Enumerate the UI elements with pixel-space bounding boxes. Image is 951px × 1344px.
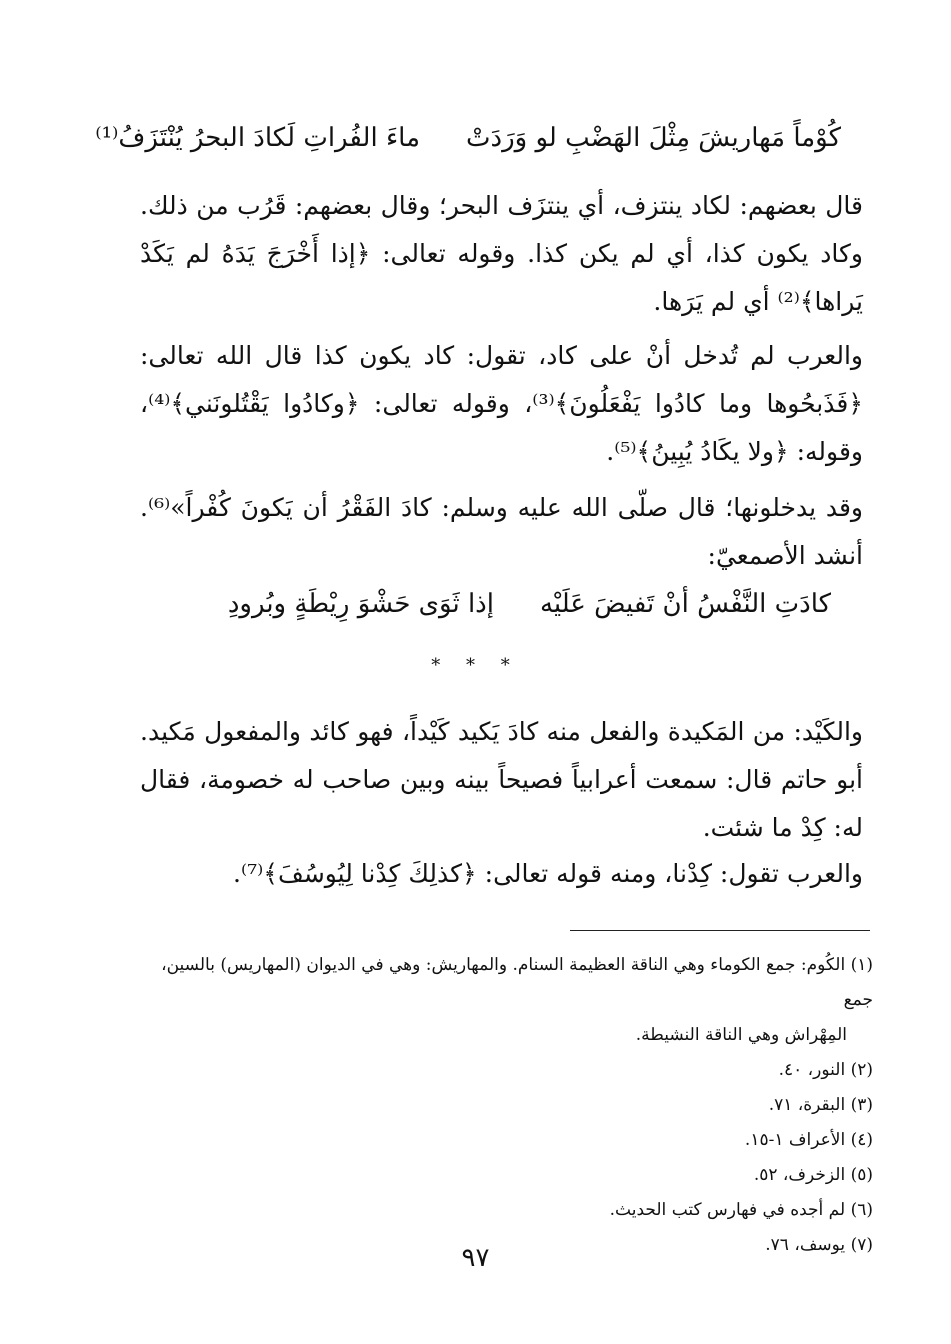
footnote-1-line-1: (١) الكُوم: جمع الكوماء وهي الناقة العظيمة السنام. والمهاريش: وهي في الديوان (المهاريس) بالسين، جمع bbox=[161, 955, 873, 1010]
footnote-3: (٣) البقرة، ٧١. bbox=[768, 1095, 873, 1115]
footnote-4: (٤) الأعراف ١-١٥. bbox=[744, 1130, 873, 1150]
page-number: ٩٧ bbox=[461, 1243, 490, 1273]
footnote-divider bbox=[570, 930, 870, 931]
footnote-6: (٦) لم أجده في فهارس كتب الحديث. bbox=[609, 1200, 873, 1220]
footnote-7: (٧) يوسف، ٧٦. bbox=[765, 1235, 873, 1255]
paragraph-5: والعرب تقول: كِدْنا، ومنه قوله تعالى: ﴿كذلِكَ كِدْنا لِيُوسُفَ﴾⁽⁷⁾. bbox=[233, 859, 863, 888]
verse-line-2 bbox=[228, 584, 831, 624]
footnote-5: (٥) الزخرف، ٥٢. bbox=[753, 1165, 873, 1185]
section-separator: * * * bbox=[431, 655, 520, 676]
footnote-1 bbox=[140, 948, 873, 1053]
verse-1-first-hemistich: كُوْماً مَهاريشَ مِثْلَ الهَضْبِ لو وَرَدَتْ bbox=[466, 123, 841, 153]
paragraph-3: وقد يدخلونها؛ قال صلّى الله عليه وسلم: كادَ الفَقْرُ أن يَكونَ كُفْراً»⁽⁶⁾. أنشد الأصمعيّ: bbox=[140, 493, 863, 570]
footnote-1-line-2: المِهْراش وهي الناقة النشيطة. bbox=[635, 1025, 847, 1045]
footnotes-list bbox=[140, 948, 873, 1263]
paragraph-2: والعرب لم تُدخل أنْ على كاد، تقول: كاد يكون كذا قال الله تعالى: ﴿فَذَبحُوها وما كادُوا يَفْعَلُونَ﴾⁽³⁾، وقوله تعالى: ﴿وكادُوا يَقْتُلونَني﴾⁽⁴⁾، وقوله: ﴿ولا يكَادُ يُبِينُ﴾⁽⁵⁾. bbox=[140, 341, 863, 466]
paragraph-4: والكَيْد: من المَكيدة والفعل منه كادَ يَكيد كَيْداً، فهو كائد والمفعول مَكيد. أبو حاتم قال: سمعت أعرابياً فصيحاً بينه وبين صاحب له خصومة، فقال له: كِدْ ما شئت. bbox=[140, 717, 863, 842]
verse-1-second-hemistich: ماءَ الفُراتِ لَكادَ البحرُ يُنْتَزَفُ⁽¹⁾ bbox=[95, 123, 421, 153]
paragraph-1: قال بعضهم: لكاد ينتزف، أي ينتزَف البحر؛ وقال بعضهم: قَرُب من ذلك. وكاد يكون كذا، أي لم يكن كذا. وقوله تعالى: ﴿إذا أَخْرَجَ يَدَهُ لم يَكَدْ يَراها﴾⁽²⁾ أي لم يَرَها. bbox=[140, 191, 863, 316]
verse-line-1 bbox=[95, 118, 841, 158]
verse-2-second-hemistich: إذا ثَوَى حَشْوَ رِيْطَةٍ وبُرودِ bbox=[227, 589, 494, 619]
verse-2-first-hemistich: كادَتِ النَّفْسُ أنْ تَفيضَ عَلَيْه bbox=[539, 589, 831, 619]
footnote-2: (٢) النور، ٤٠. bbox=[778, 1060, 873, 1080]
